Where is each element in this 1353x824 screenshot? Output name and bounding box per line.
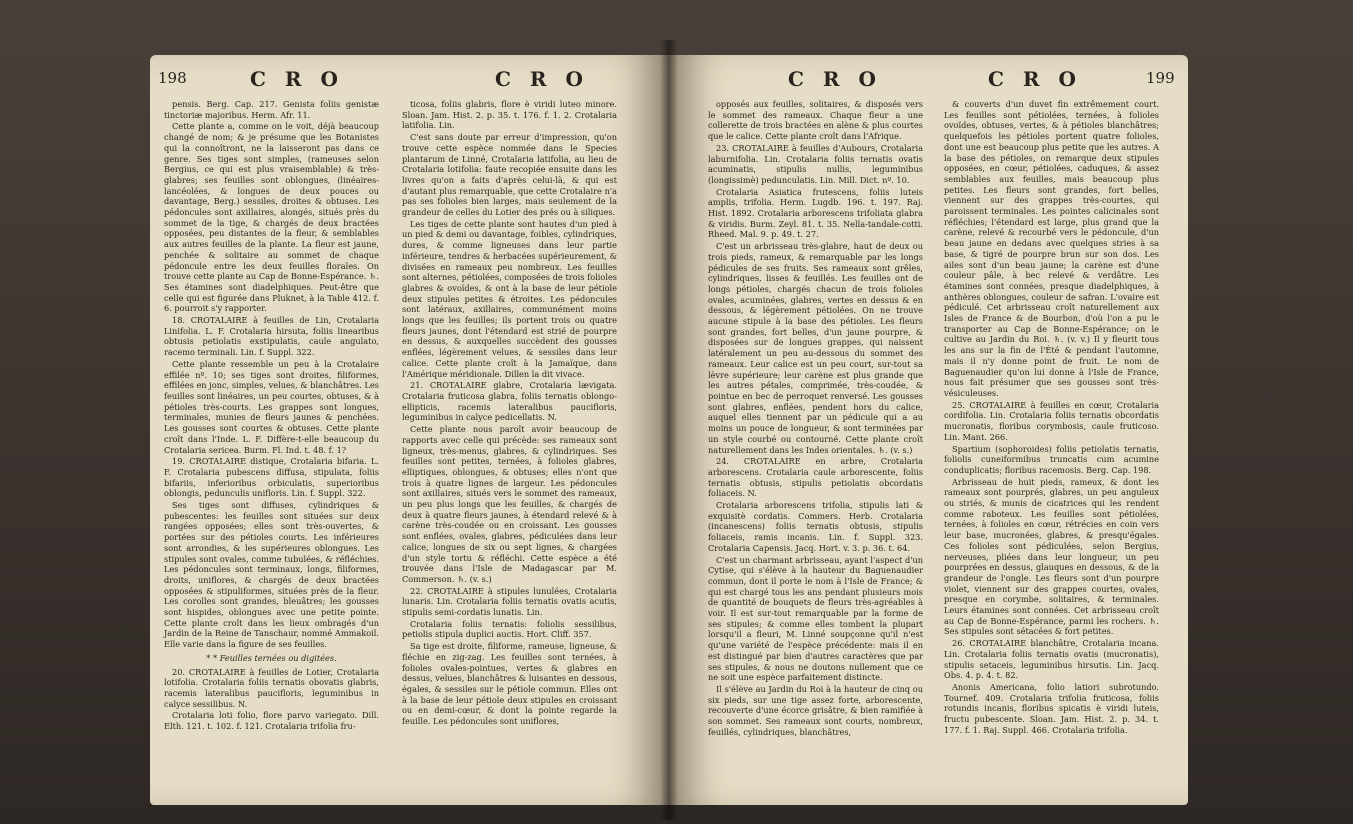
paragraph: 26. CROTALAIRE blanchâtre, Crotalaria incana. Lin. Crotalaria foliis ternatis ovatis (mucronatis), stipulis setaceis, leguminibus hirsutis. Lin. Jacq. Obs. 4. p. 4. t. 82.: [944, 638, 1159, 681]
paragraph: & couverts d'un duvet fin extrêmement court. Les feuilles sont pétiolées, ternées, à folioles ovoïdes, obtuses, vertes, & à pétioles blanchâtres; quelquefois les pétioles portent quatre folioles, dont une est beaucoup plus petite que les autres. A la base des pétioles, on remarque deux stipules opposées, en cœur, pétiolées, caduques, & assez semblables aux feuilles, mais beaucoup plus petites. Les fleurs sont grandes, fort belles, viennent sur des grappes très-courtes, qui paroissent terminales. Les pointes calicinales sont réfléchies; l'étendard est large, plus grand que la carène, relevé & recourbé vers le pédoncule, d'un beau jaune en dedans avec quelques stries à sa base, & tigré de pourpre brun sur son dos. Les ailes sont d'un beau jaune; la carène est d'une couleur pâle, à bec relevé & verdâtre. Les étamines sont connées, presque diadelphiques, à anthères oblongues, couleur de safran. L'ovaire est pédiculé. Cet arbrisseau croît naturellement aux Isles de France & de Bourbon, d'où l'on a pu le transporter au Cap de Bonne-Espérance; on le cultive au Jardin du Roi. ♄. (v. v.) Il y fleurit tous les ans sur la fin de l'Été & pendant l'automne, mais il n'y donne point de fruit. Le nom de Baguenaudier qu'on lui donne à l'Isle de France, nous fait présumer que ses gousses sont très-vésiculeuses.: [944, 99, 1159, 398]
paragraph: Arbrisseau de huit pieds, rameux, & dont les rameaux sont pourprés, glabres, un peu anguleux ou striés, & munis de cicatrices qui les rendent comme raboteux. Les feuilles sont pétiolées, ternées, à folioles en cœur, rétrécies en coin vers leur base, mucronées, glabres, & presqu'égales. Ces folioles sont pédiculées, selon Bergius, nerveuses, pliées dans leur longueur, un peu pourprées en dessus, glauques en dessous, & de la grandeur de l'ongle. Les fleurs sont d'un pourpre violet, viennent sur des grappes courtes, ovales, presque en corymbe, solitaires, & terminales. Leurs étamines sont connées. Cet arbrisseau croît au Cap de Bonne-Espérance, parmi les rochers. ♄. Ses stipules sont sétacées & fort petites.: [944, 476, 1159, 637]
paragraph: Crotalaria loti folio, flore parvo variegato. Dill. Elth. 121. t. 102. f. 121. Crotalaria trifolia fru-: [164, 710, 379, 732]
paragraph: Anonis Americana, folio latiori subrotundo. Tournef. 409. Crotalaria trifolia fruticosa, foliis rotundis incanis, floribus spicatis è viridi luteis, fructu pubescente. Sloan. Jam. Hist. 2. p. 34. t. 177. f. 1. Raj. Suppl. 466. Crotalaria trifolia.: [944, 681, 1159, 735]
paragraph: Sa tige est droite, filiforme, rameuse, ligneuse, & fléchie en zig-zag. Les feuilles sont ternées, à folioles ovales-pointues, vertes & glabres en dessus, velues, blanchâtres & luisantes en dessous, égales, & sessiles sur le pétiole commun. Elles ont à la base de leur pétiole deux stipules en croissant ou en demi-cœur, & dont la pointe regarde la feuille. Les pédoncules sont uniflores,: [402, 641, 617, 727]
page-number: 198: [158, 69, 187, 87]
paragraph: Crotalaria arborescens trifolia, stipulis lati & exquisitè cordatis. Commers. Herb. Crotalaria (incanescens) foliis ternatis obtusis, stipulis foliaceis, ramis incanis. Lin. f. Suppl. 323. Crotalaria Capensis. Jacq. Hort. v. 3. p. 36. t. 64.: [708, 500, 923, 553]
running-head: C R O: [495, 67, 589, 91]
running-head: C R O: [250, 67, 344, 91]
paragraph: 21. CROTALAIRE glabre, Crotalaria lævigata. Crotalaria fruticosa glabra, foliis ternatis oblongo-ellipticis, racemis lateralibus paucifloris, leguminibus in calyce pedicellatis. N.: [402, 380, 617, 423]
paragraph: Cette plante ressemble un peu à la Crotalaire effilée nº. 10; ses tiges sont droites, filiformes, effilées en jonc, simples, velues, & blanchâtres. Les feuilles sont linéaires, un peu courtes, obtuses, & à pétioles très-courts. Les grappes sont longues, terminales, munies de fleurs jaunes & penchées. Les gousses sont courtes & obtuses. Cette plante croît dans l'Inde. L. F. Diffère-t-elle beaucoup du Crotalaria sericea. Burm. Fl. Ind. t. 48. f. 1?: [164, 358, 379, 455]
paragraph: 20. CROTALAIRE à feuilles de Lotier, Crotalaria lotifolia. Crotalaria foliis ternatis obovatis glabris, racemis lateralibus paucifloris, leguminibus in calyce sessilibus. N.: [164, 666, 379, 709]
paragraph: Les tiges de cette plante sont hautes d'un pied à un pied & demi ou davantage, foibles, cylindriques, dures, & comme ligneuses dans leur partie inférieure, tendres & herbacées supérieurement, & divisées en rameaux peu nombreux. Les feuilles sont alternes, pétiolées, composées de trois folioles glabres & ovoïdes, & ont à la base de leur pétiole deux stipules petites & étroites. Les pédoncules sont latéraux, axillaires, communément moins longs que les feuilles; ils portent trois ou quatre fleurs jaunes, dont l'étendard est strié de pourpre en dessus, & auxquelles succèdent des gousses enflées, légèrement velues, & sessiles dans leur calice. Cette plante croît à la Jamaïque, dans l'Amérique méridionale. Dillen la dit vivace.: [402, 218, 617, 379]
left-page: [150, 55, 668, 805]
text-column: [708, 99, 923, 738]
paragraph: 19. CROTALAIRE distique, Crotalaria bifaria. L. F. Crotalaria pubescens diffusa, stipulata, foliis bifariis, inferioribus orbiculatis, superioribus oblongis, pedunculis unifloris. Lin. f. Suppl. 322.: [164, 456, 379, 499]
running-head: C R O: [788, 67, 882, 91]
paragraph: Cette plante a, comme on le voit, déjà beaucoup changé de nom; & je présume que les Botanistes qui la connoîtront, ne la laisseront pas dans ce genre. Ses tiges sont simples, (rameuses selon Bergius, ce qui est plus vraisemblable) & très-glabres; ses feuilles sont oblongues, (linéaires-lancéolées, & longues de deux pouces ou davantage, Berg.) sessiles, droites & obtuses. Les pédoncules sont axillaires, alongés, situés près du sommet de la tige, & chargés de deux bractées opposées, peu distantes de la fleur, & semblables aux autres feuilles de la plante. La fleur est jaune, penchée & solitaire au sommet de chaque pédoncule entre les deux feuilles florales. On trouve cette plante au Cap de Bonne-Espérance. ♄. Ses étamines sont diadelphiques. Peut-être que celle qui est figurée dans Pluknet, à la Table 412. f. 6. pourroit s'y rapporter.: [164, 121, 379, 314]
right-page: [668, 55, 1188, 805]
paragraph: Spartium (sophoroides) foliis petiolatis ternatis, foliolis cuneiformibus truncatis cum acumine conduplicatis; floribus racemosis. Berg. Cap. 198.: [944, 443, 1159, 475]
paragraph: Ses tiges sont diffuses, cylindriques & pubescentes: les feuilles sont situées sur deux rangées opposées; elles sont très-ouvertes, & portées sur des pétioles courts. Les inférieures sont arrondies, & les supérieures oblongues. Les stipules sont ovales, comme tubulées, & réfléchies. Les pédoncules sont terminaux, longs, filiformes, droits, uniflores, & chargés de deux bractées opposées & stipuliformes, situées près de la fleur. Les corolles sont grandes, bleuâtres; les gousses sont hispides, oblongues avec une petite pointe. Cette plante croît dans les lieux ombragés d'un Jardin de la Reine de Tanschaur, nommé Ammakoil. Elle varie dans la figure de ses feuilles.: [164, 500, 379, 650]
paragraph: opposés aux feuilles, solitaires, & disposés vers le sommet des rameaux. Chaque fleur a une collerette de trois bractées en alène & plus courtes que le calice. Cette plante croît dans l'Afrique.: [708, 99, 923, 142]
paragraph: C'est sans doute par erreur d'impression, qu'on trouve cette espèce nommée dans le Species plantarum de Linné, Crotalaria latifolia, au lieu de Crotalaria lotifolia: faute recopiée ensuite dans les livres qu'on a faits d'après celui-là, & qui est d'autant plus remarquable, que cette Crotalaire n'a pas ses folioles bien larges, mais seulement de la grandeur de celles du Lotier des prés ou à siliques.: [402, 132, 617, 218]
running-head: C R O: [988, 67, 1082, 91]
text-column: [944, 99, 1159, 736]
paragraph: 22. CROTALAIRE à stipules lunulées, Crotalaria lunaris. Lin. Crotalaria foliis ternatis ovatis acutis, stipulis semi-cordatis lunatis. Lin.: [402, 585, 617, 618]
text-column: [402, 99, 617, 728]
paragraph: pensis. Berg. Cap. 217. Genista foliis genistæ tinctoriæ majoribus. Herm. Afr. 11.: [164, 99, 379, 120]
paragraph: C'est un arbrisseau très-glabre, haut de deux ou trois pieds, rameux, & remarquable par les longs pédicules de ses fruits. Ses rameaux sont grêles, cylindriques, lisses & feuillés. Les feuilles ont de longs pétioles, chargés chacun de trois folioles ovales, acuminées, glabres, vertes en dessus & en dessous, & légèrement pétiolées. On ne trouve aucune stipule à la base des pétioles. Les fleurs sont grandes, fort belles, d'un jaune pourpre, & disposées sur de longues grappes, qui naissent latéralement un peu au-dessous du sommet des rameaux. Leur calice est un peu court, sur-tout sa lèvre supérieure; leur carène est plus grande que les autres pétales, comprimée, très-coudée, & pointue en bec de perroquet renversé. Les gousses sont glabres, enflées, pendent hors du calice, auquel elles tiennent par un pédicule qui a au moins un pouce de longueur, & sont terminées par un style courbé ou contourné. Cette plante croît naturellement dans les Indes orientales. ♄. (v. s.): [708, 241, 923, 455]
paragraph: Crotalaria foliis ternatis: foliolis sessilibus, petiolis stipula duplici auctis. Hort. Cliff. 357.: [402, 618, 617, 640]
section-heading: * * Feuilles ternées ou digitées.: [206, 652, 337, 663]
paragraph: Cette plante nous paroît avoir beaucoup de rapports avec celle qui précède: ses rameaux sont ligneux, très-menus, glabres, & cylindriques. Ses feuilles sont petites, ternées, à folioles glabres, elliptiques, oblongues, & obtuses; elles n'ont que trois à quatre lignes de largeur. Les pédoncules sont axillaires, situés vers le sommet des rameaux, un peu plus longs que les feuilles, & chargés de deux à quatre fleurs jaunes, à étendard relevé & à carène très-coudée ou en croissant. Les gousses sont enflées, ovales, glabres, pédiculées dans leur calice, longues de six ou sept lignes, & chargées d'un style tortu & réfléchi. Cette espèce a été trouvée dans l'Isle de Madagascar par M. Commerson. ♄. (v. s.): [402, 424, 617, 584]
book-gutter: [660, 40, 678, 820]
paragraph: 18. CROTALAIRE à feuilles de Lin, Crotalaria Linifolia. L. F. Crotalaria hirsuta, foliis linearibus obtusis petiolatis exstipulatis, caule angulato, racemo terminali. Lin. f. Suppl. 322.: [164, 315, 379, 358]
page-number: 199: [1146, 69, 1175, 87]
paragraph: ticosa, foliis glabris, flore è viridi luteo minore. Sloan. Jam. Hist. 2. p. 35. t. 176. f. 1. 2. Crotalaria latifolia. Lin.: [402, 99, 617, 131]
paragraph: Il s'élève au Jardin du Roi à la hauteur de cinq ou six pieds, sur une tige assez forte, arborescente, recouverte d'une écorce grisâtre, & bien ramifiée à son sommet. Ses rameaux sont courts, nombreux, feuillés, cylindriques, blanchâtres,: [708, 683, 923, 737]
paragraph: 23. CROTALAIRE à feuilles d'Aubours, Crotalaria laburnifolia. Lin. Crotalaria foliis ternatis ovatis acuminatis, stipulis nullis, leguminibus (longissimè) pedunculatis. Lin. Mill. Dict. nº. 10.: [708, 142, 923, 185]
paragraph: C'est un charmant arbrisseau, ayant l'aspect d'un Cytise, qui s'élève à la hauteur du Baguenaudier commun, dont il porte le nom à l'Isle de France; & qui est chargé tous les ans pendant plusieurs mois de quantité de bouquets de fleurs très-agréables à voir. Il est sur-tout remarquable par la forme de ses stipules; & comme elles tombent la plupart lorsqu'il a fleuri, M. Linné soupçonne qu'il n'est qu'une variété de l'espèce précédente: mais il en est distingué par bien d'autres caractères que par ses stipules, & nous ne doutons nullement que ce ne soit une espèce parfaitement distincte.: [708, 554, 923, 683]
paragraph: 25. CROTALAIRE à feuilles en cœur, Crotalaria cordifolia. Lin. Crotalaria foliis ternatis obcordatis mucronatis, floribus corymbosis, caule fruticoso. Lin. Mant. 266.: [944, 399, 1159, 442]
paragraph: Crotalaria Asiatica frutescens, foliis luteis amplis, trifolia. Herm. Lugdb. 196. t. 197. Raj. Hist. 1892. Crotalaria arborescens trifoliata glabra & viridis. Burm. Zeyl. 81. t. 35. Nella-tandale-cotti. Rheed. Mal. 9. p. 49. t. 27.: [708, 186, 923, 240]
paragraph: 24. CROTALAIRE en arbre, Crotalaria arborescens. Crotalaria caule arborescente, foliis ternatis obtusis, stipulis petiolatis obcordatis foliaceis. N.: [708, 456, 923, 499]
text-column: [164, 99, 379, 733]
